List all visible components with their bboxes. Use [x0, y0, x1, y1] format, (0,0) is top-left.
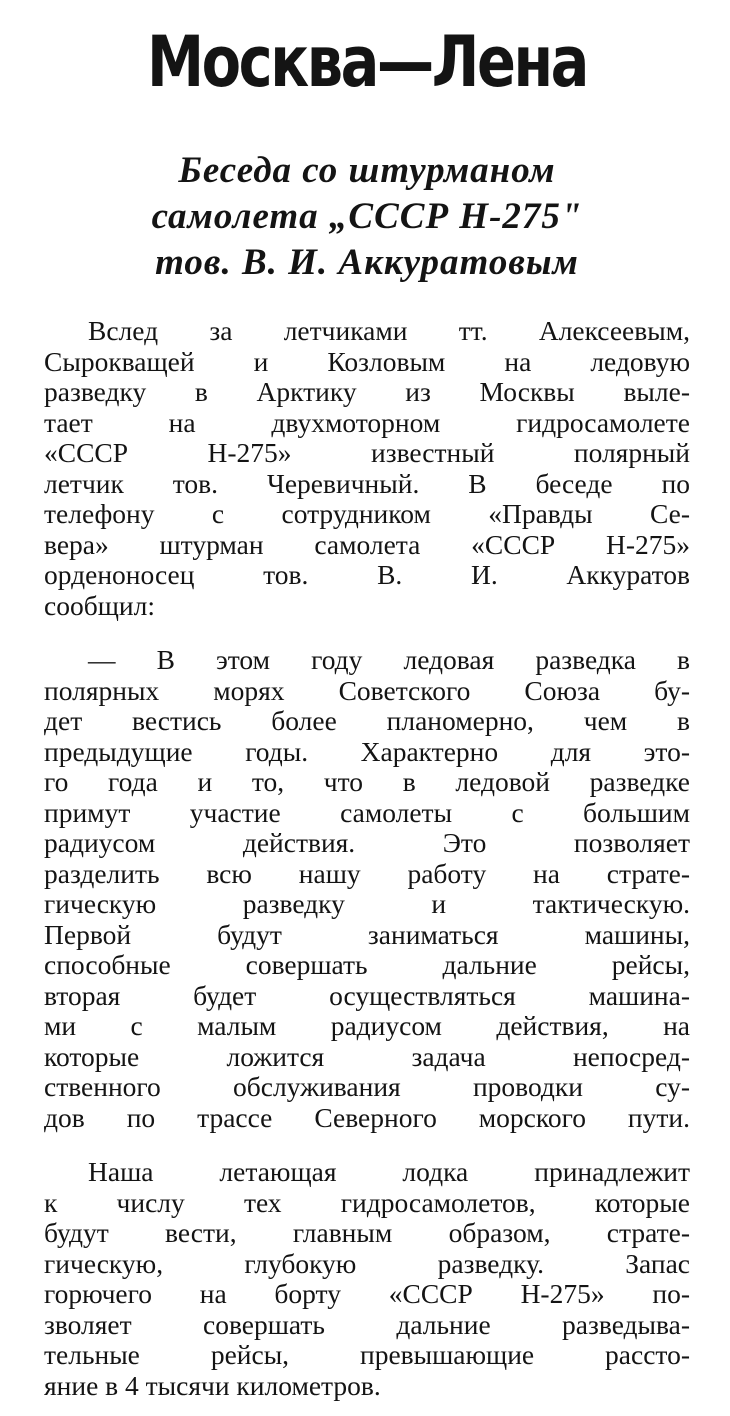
text-line: телефону с сотрудником «Правды Се-: [44, 498, 690, 529]
text-line: способные совершать дальние рейсы,: [44, 949, 690, 980]
text-line: разведку в Арктику из Москвы выле-: [44, 376, 690, 407]
text-line: гическую, глубокую разведку. Запас: [44, 1247, 690, 1279]
text-line: дов по трассе Северного морского пути.: [44, 1101, 690, 1133]
subheadline-line: Беседа со штурманом: [178, 150, 556, 191]
text-line: горючего на борту «СССР Н-275» по-: [44, 1278, 690, 1309]
text-line: тельные рейсы, превышающие рассто-: [44, 1339, 690, 1370]
text-line: тает на двухмоторном гидросамолете: [44, 406, 690, 438]
subheadline: [44, 148, 690, 286]
text-line: го года и то, что в ледовой разведке: [44, 766, 690, 797]
headline: Москва—Лена: [147, 21, 587, 103]
text-line: гическую разведку и тактическую.: [44, 888, 690, 919]
text-line: Сырокващей и Козловым на ледовую: [44, 345, 690, 377]
paragraph-conclusion: [44, 1157, 690, 1401]
text-line: Первой будут заниматься машины,: [44, 918, 690, 950]
text-line: орденоносец тов. В. И. Аккуратов: [44, 559, 690, 590]
text-line: «СССР Н-275» известный полярный: [44, 437, 690, 468]
text-line: зволяет совершать дальние разведыва-: [44, 1308, 690, 1340]
subheadline-line: самолета „СССР Н-275": [151, 196, 583, 237]
text-line: будут вести, главным образом, страте-: [44, 1217, 690, 1248]
text-line: сообщил:: [44, 589, 155, 621]
text-line: летчик тов. Черевичный. В беседе по: [44, 467, 690, 499]
text-line: ми с малым радиусом действия, на: [44, 1010, 690, 1041]
text-line: вера» штурман самолета «СССР Н-275»: [44, 528, 690, 560]
subheadline-line: тов. В. И. Аккуратовым: [155, 242, 579, 283]
paragraph-quote: [44, 645, 690, 1133]
text-line: вторая будет осуществляться машина-: [44, 979, 690, 1011]
text-line: Наша летающая лодка принадлежит: [88, 1156, 690, 1187]
text-line: ственного обслуживания проводки су-: [44, 1071, 690, 1102]
text-line: радиусом действия. Это позволяет: [44, 827, 690, 858]
text-line: примут участие самолеты с большим: [44, 796, 690, 828]
text-line: яние в 4 тысячи километров.: [44, 1369, 381, 1401]
text-line: дет вестись более планомерно, чем в: [44, 705, 690, 736]
paragraph-intro: [44, 316, 690, 621]
text-line: Вслед за летчиками тт. Алексеевым,: [88, 315, 690, 346]
text-line: предыдущие годы. Характерно для это-: [44, 735, 690, 767]
text-line: — В этом году ледовая разведка в: [88, 644, 690, 675]
text-line: которые ложится задача непосред-: [44, 1040, 690, 1072]
text-line: полярных морях Советского Союза бу-: [44, 674, 690, 706]
text-line: разделить всю нашу работу на страте-: [44, 857, 690, 889]
text-line: к числу тех гидросамолетов, которые: [44, 1186, 690, 1218]
